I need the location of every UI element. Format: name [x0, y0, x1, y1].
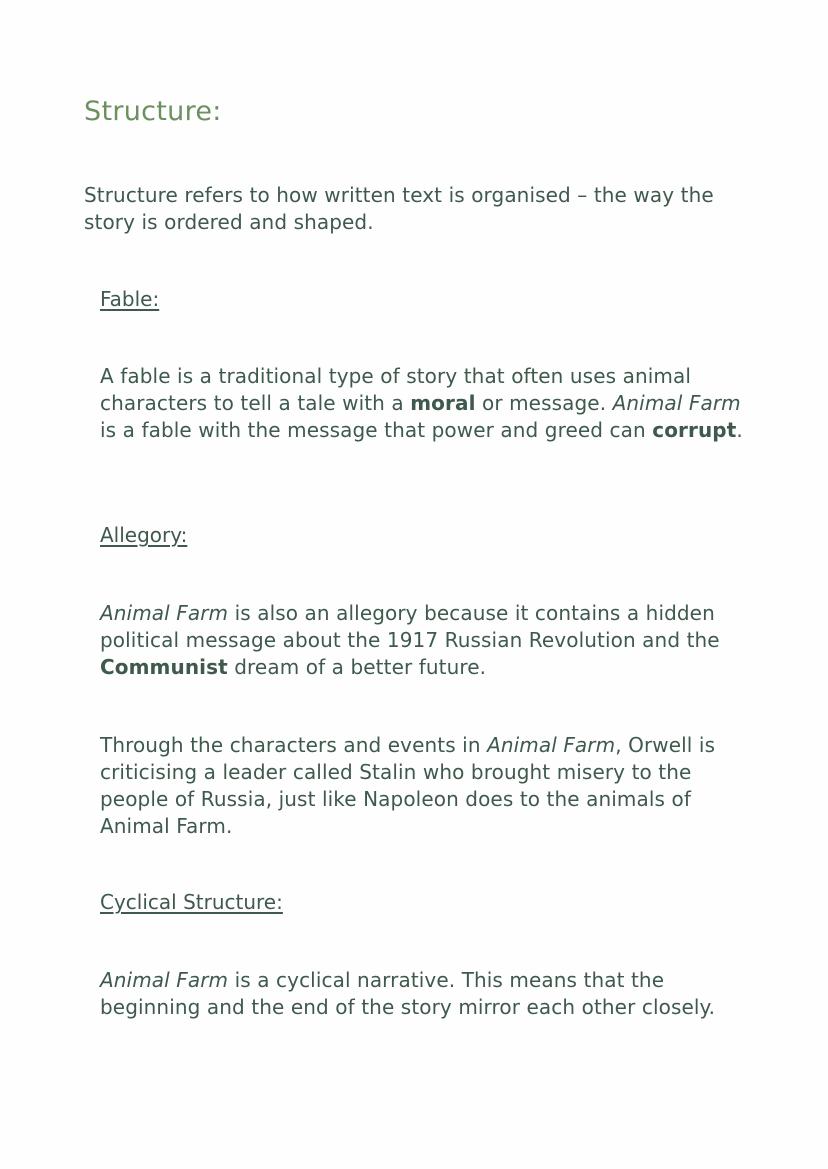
- cyclical-heading: Cyclical Structure:: [100, 890, 283, 914]
- book-title-italic: Animal Farm: [100, 968, 229, 992]
- allegory-paragraph-1: [100, 600, 760, 681]
- allegory-heading: Allegory:: [100, 523, 188, 547]
- allegory-text-1: is also an allegory because it contains a hidden political message about the 1917 Russian Revolution and the: [100, 601, 720, 652]
- book-title-italic: Animal Farm: [487, 733, 616, 757]
- fable-text-1: A fable is a traditional type of story that often uses animal characters to tell a tale with a: [100, 364, 691, 415]
- corrupt-term: corrupt: [652, 418, 737, 442]
- fable-text-4: .: [736, 418, 743, 442]
- page-title: Structure:: [84, 96, 222, 127]
- cyclical-paragraph: [100, 967, 760, 1021]
- book-title-italic: Animal Farm: [612, 391, 741, 415]
- fable-heading: Fable:: [100, 287, 160, 311]
- moral-term: moral: [410, 391, 476, 415]
- intro-paragraph: Structure refers to how written text is organised – the way the story is ordered and shaped.: [84, 183, 714, 234]
- allegory-text-4: , Orwell is criticising a leader called Stalin who brought misery to the people of Russia, just like Napoleon does to the animals of Animal Farm.: [100, 733, 716, 838]
- fable-text-2: or message.: [475, 391, 613, 415]
- allegory-text-2: dream of a better future.: [227, 655, 487, 679]
- allegory-paragraph-2: [100, 732, 760, 840]
- cyclical-text-1: is a cyclical narrative. This means that the beginning and the end of the story mirror each other closely.: [100, 968, 716, 1019]
- allegory-text-3: Through the characters and events in: [100, 733, 488, 757]
- communist-term: Communist: [100, 655, 228, 679]
- fable-text-3: is a fable with the message that power and greed can: [100, 418, 653, 442]
- book-title-italic: Animal Farm: [100, 601, 229, 625]
- fable-paragraph: [100, 363, 760, 444]
